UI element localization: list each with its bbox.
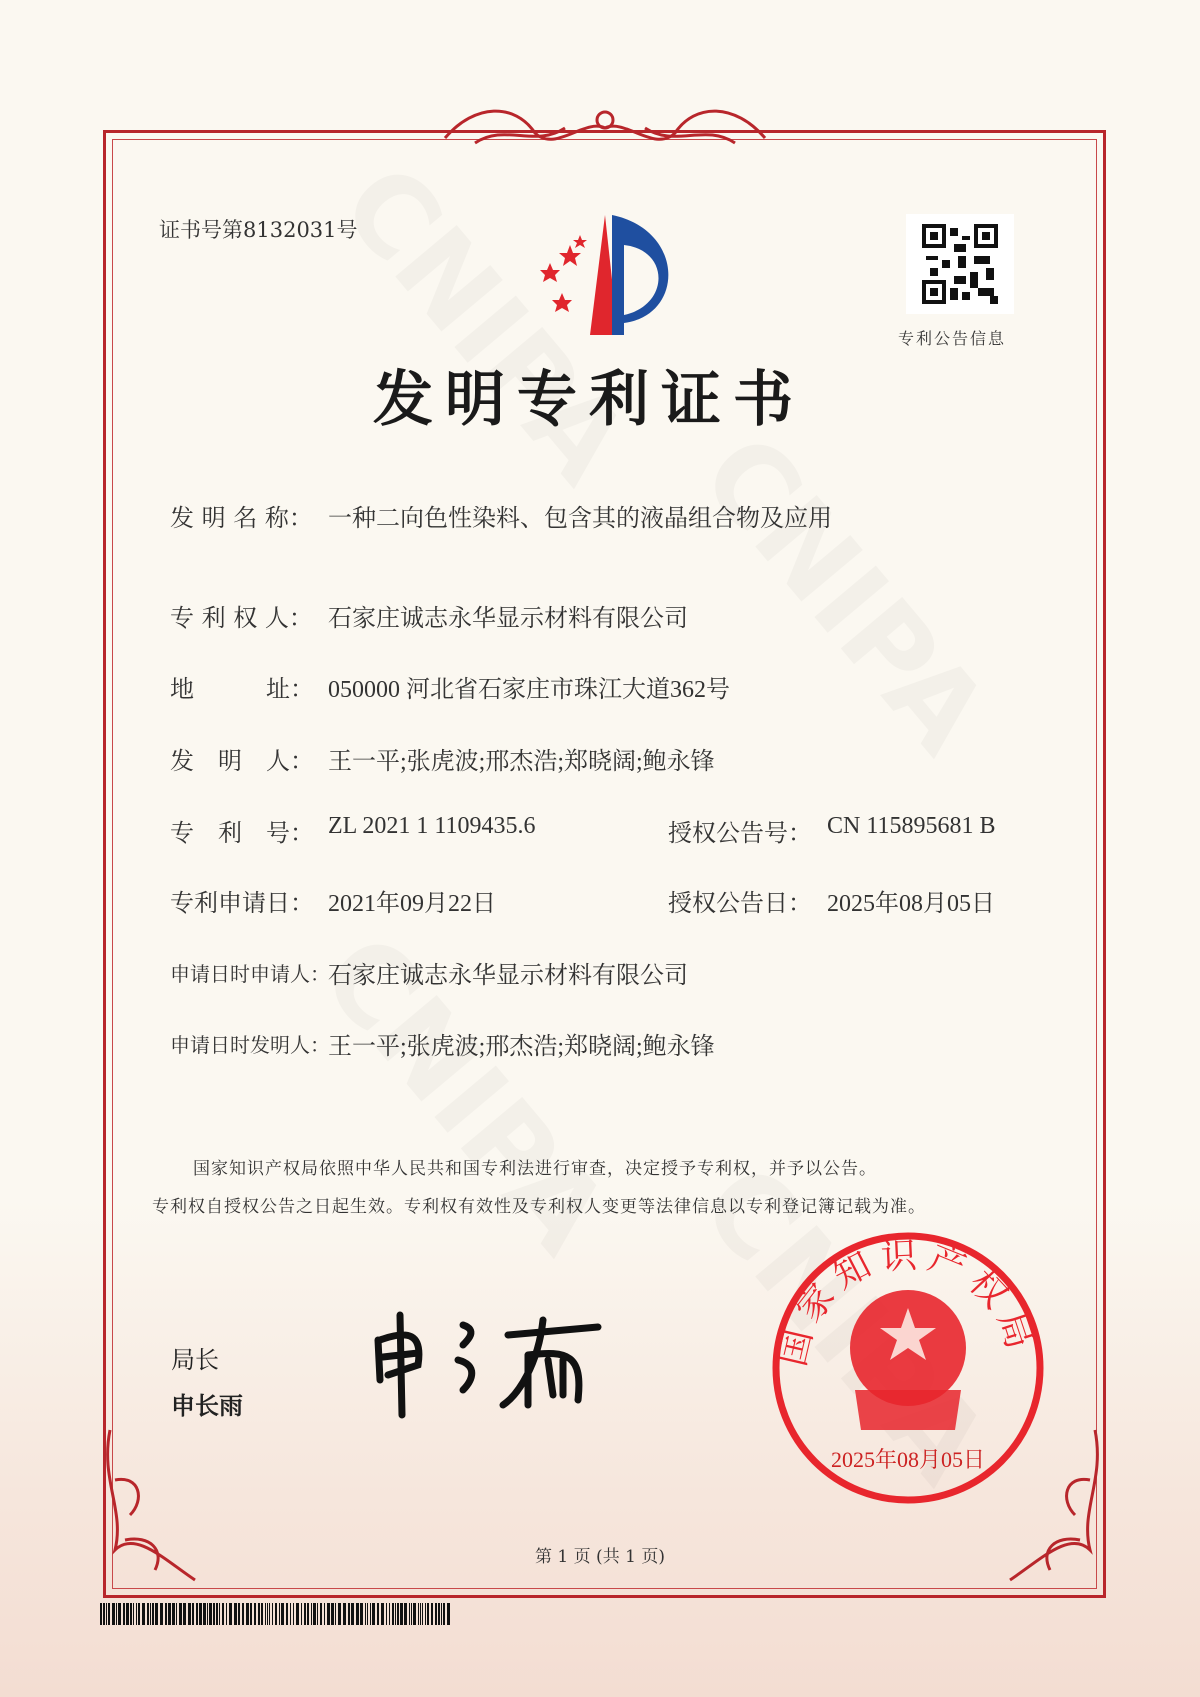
address-value: 050000 河北省石家庄市珠江大道362号 xyxy=(328,677,730,703)
invention-name-label: 发 明 名 称： xyxy=(170,504,313,532)
address-label: 地 址： xyxy=(170,675,314,703)
ornament-corner-left-icon xyxy=(95,1420,215,1595)
inventor-at-filing-value: 王一平;张虎波;邢杰浩;郑晓阔;鲍永锋 xyxy=(328,1034,715,1060)
seal-text: 国家知识产权局 xyxy=(772,1235,1043,1371)
qr-code[interactable] xyxy=(906,214,1014,314)
cnipa-logo-icon xyxy=(520,205,690,345)
patentee-value: 石家庄诚志永华显示材料有限公司 xyxy=(328,606,688,632)
grant-pub-number-label: 授权公告号： xyxy=(668,819,812,847)
grant-pub-date-label: 授权公告日： xyxy=(668,889,812,917)
signatory-title: 局长 xyxy=(171,1346,219,1374)
ornament-top-icon xyxy=(435,98,775,158)
signature-icon xyxy=(368,1305,618,1420)
filing-date-value: 2021年09月22日 xyxy=(328,891,496,917)
barcode-icon xyxy=(100,1603,454,1625)
certificate-number: 证书号第8132031号 xyxy=(159,218,358,242)
inventors-value: 王一平;张虎波;邢杰浩;郑晓阔;鲍永锋 xyxy=(328,749,715,775)
ornament-corner-right-icon xyxy=(990,1420,1110,1595)
grant-pub-number-value: CN 115895681 B xyxy=(827,813,996,839)
page-footer: 第 1 页 (共 1 页) xyxy=(535,1547,665,1567)
invention-name-value: 一种二向色性染料、包含其的液晶组合物及应用 xyxy=(328,506,832,532)
applicant-at-filing-label: 申请日时申请人： xyxy=(170,962,330,986)
patent-number-label: 专 利 号： xyxy=(170,819,314,847)
statement-line-1: 国家知识产权局依照中华人民共和国专利法进行审查，决定授予专利权，并予以公告。 xyxy=(193,1159,877,1179)
signatory-name: 申长雨 xyxy=(171,1392,243,1420)
patent-number-value: ZL 2021 1 1109435.6 xyxy=(328,813,536,839)
qr-code-icon xyxy=(922,224,998,304)
inventor-at-filing-label: 申请日时发明人： xyxy=(170,1033,330,1057)
page-title: 发明专利证书 xyxy=(373,365,805,435)
qr-label: 专利公告信息 xyxy=(898,329,1007,348)
filing-date-label: 专利申请日： xyxy=(170,889,314,917)
grant-pub-date-value: 2025年08月05日 xyxy=(827,891,995,917)
statement-line-2: 专利权自授权公告之日起生效。专利权有效性及专利权人变更等法律信息以专利登记簿记载为准。 xyxy=(152,1197,926,1217)
applicant-at-filing-value: 石家庄诚志永华显示材料有限公司 xyxy=(328,963,688,989)
patentee-label: 专 利 权 人： xyxy=(170,604,313,632)
seal-date: 2025年08月05日 xyxy=(830,1447,986,1472)
inventors-label: 发 明 人： xyxy=(170,747,314,775)
